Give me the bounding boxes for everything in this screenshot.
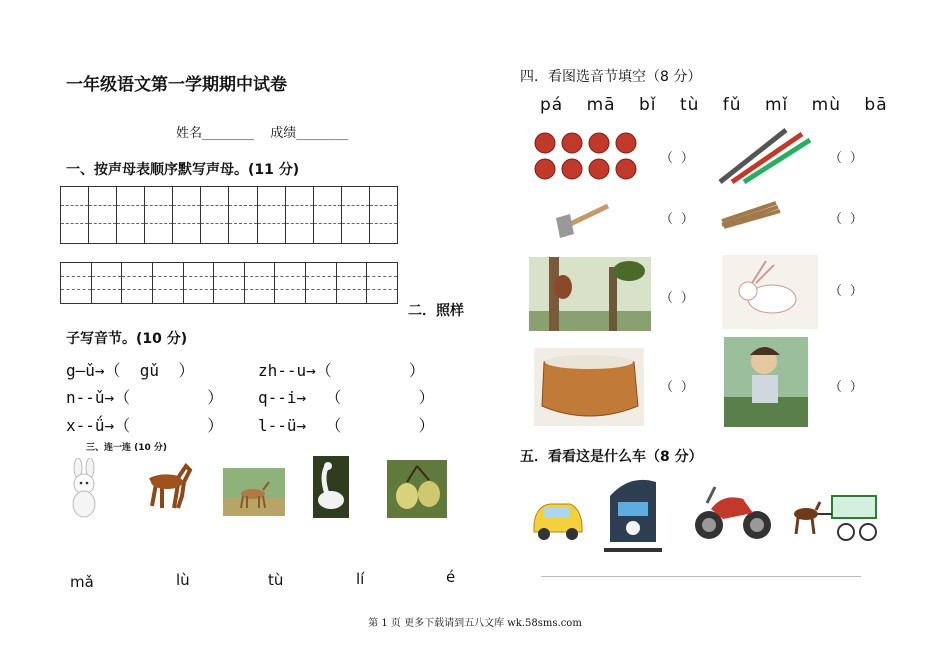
wood-picture[interactable] bbox=[718, 197, 782, 229]
answer-blank-3[interactable]: （ ） bbox=[660, 212, 694, 227]
train-picture[interactable] bbox=[600, 472, 666, 558]
answer-blank-4[interactable]: （ ） bbox=[829, 212, 863, 227]
pinyin-tu: tù bbox=[679, 95, 700, 115]
section2-heading-part2: 子写音节。(10 分) bbox=[66, 331, 188, 347]
grid-cell[interactable] bbox=[275, 263, 306, 303]
pens-picture[interactable] bbox=[716, 126, 812, 186]
writing-grid-1[interactable] bbox=[60, 186, 398, 244]
answer-blank-6[interactable]: （ ） bbox=[829, 284, 863, 299]
grid-cell[interactable] bbox=[367, 263, 397, 303]
answer-blank-7[interactable]: （ ） bbox=[660, 380, 694, 395]
grid-cell[interactable] bbox=[245, 263, 276, 303]
grid-cell[interactable] bbox=[145, 187, 173, 243]
match-pinyin-lu[interactable]: lù bbox=[176, 571, 190, 589]
grid-cell[interactable] bbox=[342, 187, 370, 243]
monkey-climbing-picture[interactable] bbox=[529, 257, 651, 331]
phonetic-left-2[interactable]: n--ǔ→（ ） bbox=[66, 388, 224, 407]
grid-cell[interactable] bbox=[306, 263, 337, 303]
axe-picture[interactable] bbox=[552, 200, 612, 240]
motorcycle-picture[interactable] bbox=[693, 479, 773, 545]
grid-cell[interactable] bbox=[117, 187, 145, 243]
pinyin-mi: mǐ bbox=[764, 95, 789, 115]
answer-blank-5[interactable]: （ ） bbox=[660, 291, 694, 306]
grid-cell[interactable] bbox=[122, 263, 153, 303]
rabbit-picture[interactable] bbox=[64, 458, 104, 520]
grid-cell[interactable] bbox=[89, 187, 117, 243]
grid-cell[interactable] bbox=[214, 263, 245, 303]
pinyin-mu: mù bbox=[811, 95, 842, 115]
section4-heading: 四．看图选音节填空（8 分） bbox=[520, 69, 702, 85]
car-picture[interactable] bbox=[530, 494, 584, 544]
grid-cell[interactable] bbox=[201, 187, 229, 243]
phonetic-right-2[interactable]: q--i→ （ ） bbox=[258, 388, 435, 407]
answer-blank-1[interactable]: （ ） bbox=[660, 151, 694, 166]
writing-grid-2[interactable] bbox=[60, 262, 398, 304]
section3-heading: 三、连一连 (10 分) bbox=[86, 443, 168, 453]
rabbit-sketch-picture[interactable] bbox=[722, 255, 818, 329]
pinyin-ma: mā bbox=[586, 95, 616, 115]
answer-blank-8[interactable]: （ ） bbox=[829, 380, 863, 395]
grid-cell[interactable] bbox=[258, 187, 286, 243]
horse-cart-picture[interactable] bbox=[788, 490, 880, 542]
pinyin-fu: fǔ bbox=[722, 95, 742, 115]
pinyin-ba: bā bbox=[864, 95, 888, 115]
grid-cell[interactable] bbox=[337, 263, 368, 303]
phonetic-right-1[interactable]: zh--u→（ ） bbox=[258, 361, 425, 380]
grid-cell[interactable] bbox=[229, 187, 257, 243]
section2-heading-part1: 二．照样 bbox=[408, 303, 464, 319]
phonetic-right-3[interactable]: l--ü→ （ ） bbox=[258, 416, 435, 435]
page-title: 一年级语文第一学期期中试卷 bbox=[66, 75, 287, 95]
horse-picture[interactable] bbox=[140, 460, 196, 510]
section5-heading: 五．看看这是什么车（8 分） bbox=[520, 449, 703, 465]
name-label[interactable]: 姓名________ bbox=[176, 126, 255, 141]
answer-line[interactable] bbox=[541, 576, 861, 577]
grid-cell[interactable] bbox=[370, 187, 397, 243]
score-label[interactable]: 成绩________ bbox=[270, 126, 349, 141]
grid-cell[interactable] bbox=[61, 263, 92, 303]
grid-cell[interactable] bbox=[92, 263, 123, 303]
pinyin-pa: pá bbox=[540, 95, 564, 115]
grid-cell[interactable] bbox=[286, 187, 314, 243]
match-pinyin-ma[interactable]: mǎ bbox=[70, 573, 94, 591]
section1-heading: 一、按声母表顺序默写声母。(11 分) bbox=[66, 162, 300, 178]
rice-bag-picture[interactable] bbox=[534, 348, 644, 426]
goose-picture[interactable] bbox=[313, 456, 349, 518]
girl-sitting-picture[interactable] bbox=[724, 337, 808, 427]
match-pinyin-li[interactable]: lí bbox=[356, 570, 365, 588]
answer-blank-2[interactable]: （ ） bbox=[829, 151, 863, 166]
grid-cell[interactable] bbox=[61, 187, 89, 243]
section4-pinyin-row bbox=[540, 95, 905, 115]
grid-cell[interactable] bbox=[173, 187, 201, 243]
grid-cell[interactable] bbox=[314, 187, 342, 243]
match-pinyin-tu[interactable]: tù bbox=[268, 571, 284, 589]
page-footer: 第 1 页 更多下载请到五八文库 wk.58sms.com bbox=[368, 618, 582, 629]
grid-cell[interactable] bbox=[184, 263, 215, 303]
phonetic-left-3[interactable]: x--ǘ→（ ） bbox=[66, 416, 224, 435]
name-score-row bbox=[176, 122, 348, 141]
match-pinyin-e[interactable]: é bbox=[446, 568, 456, 586]
grid-cell[interactable] bbox=[153, 263, 184, 303]
pinyin-bi: bǐ bbox=[639, 95, 657, 115]
rice-cakes-picture[interactable] bbox=[531, 131, 641, 183]
pear-picture[interactable] bbox=[387, 460, 447, 518]
deer-picture[interactable] bbox=[223, 468, 285, 516]
phonetic-left-1[interactable]: g—ǔ→（ gǔ ） bbox=[66, 361, 195, 380]
